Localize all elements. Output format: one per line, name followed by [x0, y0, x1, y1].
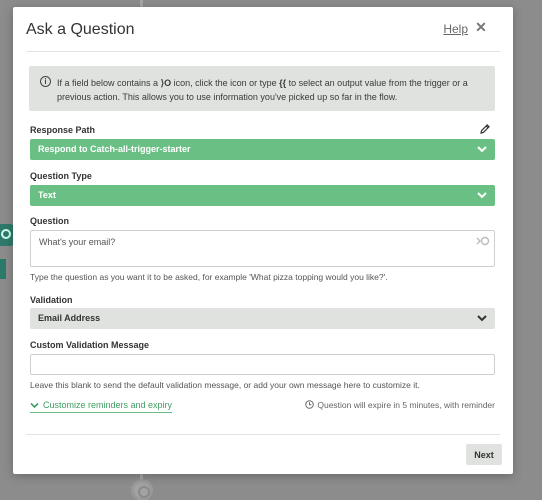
question-type-label: Question Type	[30, 171, 92, 181]
validation-label: Validation	[30, 295, 73, 305]
custom-validation-input[interactable]	[30, 354, 495, 375]
custom-validation-label: Custom Validation Message	[30, 340, 150, 350]
response-path-value: Respond to Catch-all-trigger-starter	[38, 144, 191, 154]
info-icon: i	[40, 76, 51, 87]
question-type-select[interactable]	[30, 185, 495, 206]
chevron-down-icon	[30, 402, 39, 409]
chevron-down-icon	[477, 314, 487, 322]
chevron-down-icon	[477, 145, 487, 153]
info-text-1: If a field below contains a	[57, 78, 161, 88]
flow-node-icon	[131, 479, 153, 500]
variable-icon: ⟩O	[160, 78, 172, 88]
ask-question-modal	[13, 7, 513, 474]
clock-icon	[305, 400, 314, 409]
info-text-2: icon, click the icon or type	[171, 78, 280, 88]
info-banner	[29, 66, 495, 111]
insert-variable-icon[interactable]	[476, 236, 490, 246]
question-label: Question	[30, 216, 70, 226]
response-path-label: Response Path	[30, 125, 96, 135]
question-input[interactable]	[30, 230, 495, 267]
flow-sidebar-tab	[0, 259, 6, 279]
info-text-3: to select an output value from the trigger or a previous action. This allows you to use information you've picked up so far in the flow.	[57, 78, 468, 102]
response-path-select[interactable]	[30, 139, 495, 160]
close-icon[interactable]: ✕	[475, 19, 487, 35]
expiry-text: Question will expire in 5 minutes, with reminder	[317, 400, 495, 410]
footer-divider	[26, 434, 500, 435]
question-type-value: Text	[38, 190, 56, 200]
customize-reminders-label: Customize reminders and expiry	[43, 400, 173, 410]
question-help-text: Type the question as you want it to be asked, for example 'What pizza topping would you like?'.	[30, 272, 388, 282]
validation-value: Email Address	[38, 313, 101, 323]
modal-header	[26, 7, 500, 52]
next-button[interactable]: Next	[466, 444, 502, 465]
expiry-info	[305, 400, 495, 410]
braces-text: {{	[279, 78, 287, 88]
pencil-icon[interactable]	[479, 123, 491, 135]
custom-validation-help-text: Leave this blank to send the default validation message, or add your own message here to customize it.	[30, 380, 420, 390]
help-link[interactable]: Help	[443, 22, 468, 36]
question-value: What's your email?	[39, 237, 116, 247]
chevron-down-icon	[477, 191, 487, 199]
customize-reminders-link[interactable]	[30, 400, 172, 413]
validation-select[interactable]	[30, 308, 495, 329]
flow-sidebar-chat-icon	[0, 224, 14, 246]
modal-title: Ask a Question	[26, 21, 135, 38]
